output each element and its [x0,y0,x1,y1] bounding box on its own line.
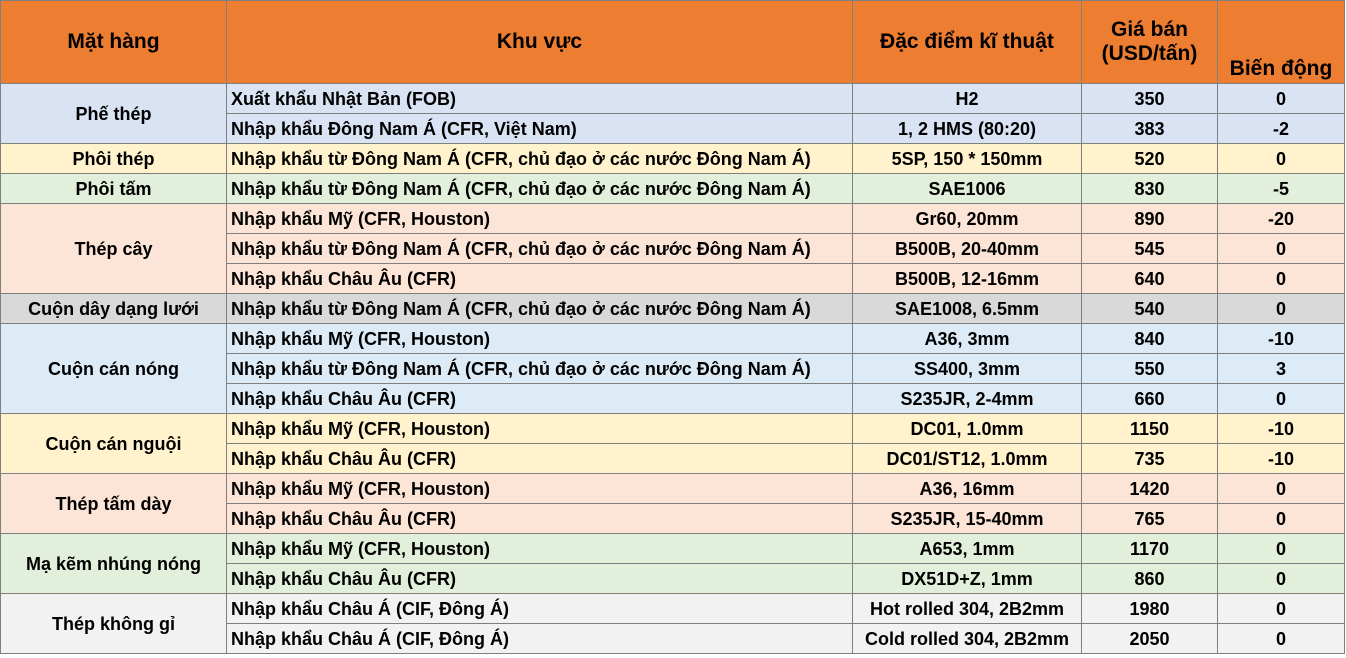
price-cell: 830 [1082,174,1218,204]
change-cell: 0 [1218,144,1345,174]
region-cell: Nhập khẩu từ Đông Nam Á (CFR, chủ đạo ở các nước Đông Nam Á) [227,144,853,174]
header-change: Biến động [1218,1,1345,84]
spec-cell: 1, 2 HMS (80:20) [853,114,1082,144]
change-cell: -5 [1218,174,1345,204]
region-cell: Nhập khẩu Châu Á (CIF, Đông Á) [227,624,853,654]
region-cell: Nhập khẩu Châu Âu (CFR) [227,564,853,594]
spec-cell: Gr60, 20mm [853,204,1082,234]
price-cell: 1980 [1082,594,1218,624]
change-cell: 0 [1218,594,1345,624]
table-row [1,144,1345,174]
spec-cell: B500B, 12-16mm [853,264,1082,294]
region-cell: Nhập khẩu từ Đông Nam Á (CFR, chủ đạo ở các nước Đông Nam Á) [227,294,853,324]
price-cell: 1150 [1082,414,1218,444]
price-cell: 735 [1082,444,1218,474]
region-cell: Nhập khẩu Mỹ (CFR, Houston) [227,534,853,564]
region-cell: Nhập khẩu Mỹ (CFR, Houston) [227,324,853,354]
table-row [1,324,1345,354]
change-cell: 0 [1218,384,1345,414]
price-cell: 350 [1082,84,1218,114]
change-cell: 0 [1218,504,1345,534]
region-cell: Nhập khẩu từ Đông Nam Á (CFR, chủ đạo ở các nước Đông Nam Á) [227,354,853,384]
price-cell: 1420 [1082,474,1218,504]
spec-cell: DC01/ST12, 1.0mm [853,444,1082,474]
spec-cell: A653, 1mm [853,534,1082,564]
table-row [1,84,1345,114]
change-cell: 0 [1218,264,1345,294]
price-cell: 383 [1082,114,1218,144]
price-cell: 890 [1082,204,1218,234]
region-cell: Nhập khẩu Châu Âu (CFR) [227,264,853,294]
product-cell: Mạ kẽm nhúng nóng [1,534,227,594]
region-cell: Nhập khẩu Châu Âu (CFR) [227,444,853,474]
header-spec: Đặc điểm kĩ thuật [853,1,1082,84]
product-cell: Phôi thép [1,144,227,174]
change-cell: 0 [1218,624,1345,654]
price-cell: 545 [1082,234,1218,264]
change-cell: 0 [1218,294,1345,324]
price-cell: 765 [1082,504,1218,534]
table-row [1,414,1345,444]
change-cell: 0 [1218,234,1345,264]
change-cell: -10 [1218,444,1345,474]
spec-cell: A36, 3mm [853,324,1082,354]
change-cell: -10 [1218,324,1345,354]
price-cell: 550 [1082,354,1218,384]
region-cell: Nhập khẩu Châu Âu (CFR) [227,504,853,534]
change-cell: 0 [1218,474,1345,504]
price-cell: 2050 [1082,624,1218,654]
spec-cell: Hot rolled 304, 2B2mm [853,594,1082,624]
price-cell: 660 [1082,384,1218,414]
region-cell: Nhập khẩu từ Đông Nam Á (CFR, chủ đạo ở các nước Đông Nam Á) [227,174,853,204]
table-row [1,294,1345,324]
spec-cell: SAE1008, 6.5mm [853,294,1082,324]
price-cell: 860 [1082,564,1218,594]
spec-cell: SAE1006 [853,174,1082,204]
header-product: Mặt hàng [1,1,227,84]
header-price-line2: (USD/tấn) [1101,42,1198,65]
product-cell: Cuộn cán nóng [1,324,227,414]
price-cell: 640 [1082,264,1218,294]
spec-cell: Cold rolled 304, 2B2mm [853,624,1082,654]
header-price-line1: Giá bán [1110,18,1189,41]
spec-cell: DX51D+Z, 1mm [853,564,1082,594]
change-cell: 0 [1218,84,1345,114]
product-cell: Phế thép [1,84,227,144]
header-price [1082,1,1218,84]
change-cell: -20 [1218,204,1345,234]
header-row [1,1,1345,84]
region-cell: Nhập khẩu Mỹ (CFR, Houston) [227,204,853,234]
spec-cell: S235JR, 2-4mm [853,384,1082,414]
product-cell: Cuộn dây dạng lưới [1,294,227,324]
product-cell: Thép tấm dày [1,474,227,534]
region-cell: Nhập khẩu Châu Á (CIF, Đông Á) [227,594,853,624]
product-cell: Phôi tấm [1,174,227,204]
region-cell: Nhập khẩu Đông Nam Á (CFR, Việt Nam) [227,114,853,144]
change-cell: -2 [1218,114,1345,144]
product-cell: Cuộn cán nguội [1,414,227,474]
spec-cell: S235JR, 15-40mm [853,504,1082,534]
price-cell: 840 [1082,324,1218,354]
region-cell: Xuất khẩu Nhật Bản (FOB) [227,84,853,114]
price-cell: 540 [1082,294,1218,324]
region-cell: Nhập khẩu Mỹ (CFR, Houston) [227,474,853,504]
change-cell: 0 [1218,564,1345,594]
spec-cell: A36, 16mm [853,474,1082,504]
region-cell: Nhập khẩu Châu Âu (CFR) [227,384,853,414]
table-row [1,204,1345,234]
table-row [1,534,1345,564]
table-row [1,594,1345,624]
table-row [1,474,1345,504]
table-body [1,84,1345,654]
spec-cell: 5SP, 150 * 150mm [853,144,1082,174]
region-cell: Nhập khẩu Mỹ (CFR, Houston) [227,414,853,444]
price-cell: 520 [1082,144,1218,174]
header-region: Khu vực [227,1,853,84]
price-cell: 1170 [1082,534,1218,564]
table-row [1,174,1345,204]
change-cell: 0 [1218,534,1345,564]
change-cell: -10 [1218,414,1345,444]
change-cell: 3 [1218,354,1345,384]
region-cell: Nhập khẩu từ Đông Nam Á (CFR, chủ đạo ở các nước Đông Nam Á) [227,234,853,264]
spec-cell: SS400, 3mm [853,354,1082,384]
product-cell: Thép cây [1,204,227,294]
product-cell: Thép không gỉ [1,594,227,654]
spec-cell: B500B, 20-40mm [853,234,1082,264]
spec-cell: H2 [853,84,1082,114]
spec-cell: DC01, 1.0mm [853,414,1082,444]
